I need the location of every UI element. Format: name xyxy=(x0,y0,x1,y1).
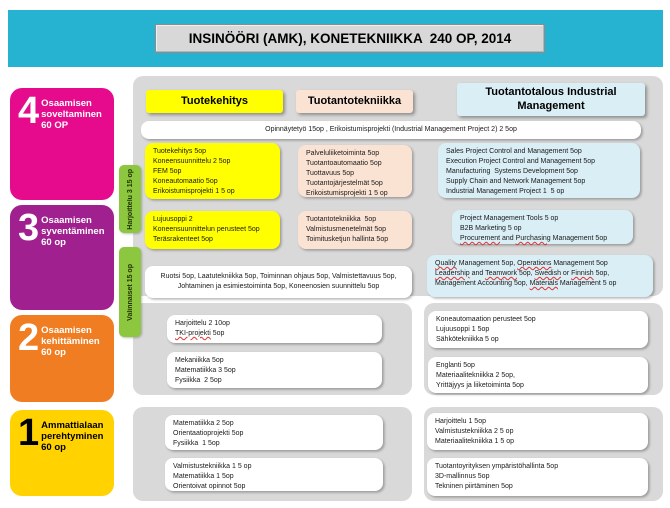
course-item: Tuotantoautomaatio 5op xyxy=(306,159,382,167)
course-item: Orientoivat opinnot 5op xyxy=(173,482,246,490)
course-item: Leadership and Teamwork 5op, Swedish or Finnish 5op, xyxy=(435,269,610,277)
course-item: Valmistustekniikka 2 5 op xyxy=(435,427,514,435)
course-item: Erikoistumisprojekti 1 5 op xyxy=(306,189,388,197)
course-box-l2-right-1 xyxy=(428,311,648,348)
course-box-l3-tuotantotalous xyxy=(452,210,633,244)
course-item: Orientaatioprojekti 5op xyxy=(173,429,244,437)
course-item: Yrittäjyys ja liiketoiminta 5op xyxy=(436,381,524,389)
course-item: Matematiikka 2 5op xyxy=(173,420,234,427)
course-item: Supply Chain and Network Management 5op xyxy=(446,177,586,185)
course-box-l3-tuotekehitys xyxy=(145,211,280,249)
side-tab-harjoittelu xyxy=(119,165,141,233)
course-item: Matematiikka 1 5op xyxy=(173,472,234,480)
course-box-l1-left-1 xyxy=(165,415,383,450)
course-item: Mekaniikka 5op xyxy=(175,357,224,364)
course-box-valinnaiset-left: Ruotsi 5op, Laatutekniikka 5op, Toiminnan ohjaus 5op, Valmistettavuus 5op, Johtaminen ja esimiestoiminta 5op, Koneenosien suunnittelu 5op xyxy=(145,266,412,298)
course-item: Quality Management 5op, Operations Management 5op xyxy=(435,260,608,267)
course-item: Koneautomaation perusteet 5op xyxy=(436,316,536,323)
side-tab-valinnaiset xyxy=(119,247,141,337)
level-number: 1 xyxy=(18,412,38,454)
course-item: Lujuusoppi 1 5op xyxy=(436,325,490,333)
course-item: Palveluliiketoiminta 5op xyxy=(306,150,380,157)
course-item: FEM 5op xyxy=(153,167,182,175)
level-card-2 xyxy=(10,315,114,402)
course-box-l1-left-2 xyxy=(165,458,383,491)
course-item: Tekninen piirtäminen 5op xyxy=(435,482,513,490)
course-item: Management Accounting 5op, Materials Management 5 op xyxy=(435,279,617,287)
level-label: Ammattialaan perehtyminen 60 op xyxy=(41,420,104,454)
course-item: Koneautomaatio 5op xyxy=(153,177,218,185)
course-item: Lujuusoppi 2 xyxy=(153,216,193,223)
course-item: Execution Project Control and Management 5op xyxy=(446,157,596,165)
course-item: Tuotantotekniikka 5op xyxy=(306,216,377,223)
level-label: Osaamisen kehittäminen 60 op xyxy=(41,325,100,359)
level-number: 4 xyxy=(18,90,38,132)
course-item: Tuotekehitys 5op xyxy=(153,148,207,155)
course-box-l4-tuotantotekniikka xyxy=(298,145,412,197)
course-item: Toimitusketjun hallinta 5op xyxy=(306,235,389,243)
course-item: Procurement and Purchasing Management 5op xyxy=(460,234,608,242)
course-item: Fysiikka 1 5op xyxy=(173,439,220,447)
course-item: Matematiikka 3 5op xyxy=(175,366,236,374)
column-header-tuotantotekniikka: Tuotantotekniikka xyxy=(296,90,413,113)
course-box-l4-tuotekehitys xyxy=(145,143,280,199)
course-item: Englanti 5op xyxy=(436,362,475,369)
side-tab-label: Valinnaiset 15 op xyxy=(126,263,134,321)
level-card-4 xyxy=(10,88,114,200)
course-item: TKI-projekti 5op xyxy=(175,329,225,337)
course-item: Tuottavuus 5op xyxy=(306,169,354,177)
level-number: 2 xyxy=(18,317,38,359)
course-item: Tuotantoyrityksen ympäristöhallinta 5op xyxy=(435,463,559,470)
course-item: Valmistustekniikka 1 5 op xyxy=(173,463,252,470)
course-item: Teräsrakenteet 5op xyxy=(153,235,213,243)
level-label: Osaamisen soveltaminen 60 OP xyxy=(41,98,102,132)
column-header-tuotantotalous: Tuotantotalous Industrial Management xyxy=(457,83,645,116)
level-number: 3 xyxy=(18,207,38,249)
course-item: Manufacturing Systems Development 5op xyxy=(446,167,578,175)
course-item: Koneensuunnittelu 2 5op xyxy=(153,157,231,165)
level-card-3 xyxy=(10,205,114,310)
course-item: 3D-mallinnus 5op xyxy=(435,472,490,480)
side-tab-label: Harjoittelu 3 15 op xyxy=(126,168,134,230)
course-box-l2-left-2 xyxy=(167,352,382,388)
level-label: Osaamisen syventäminen 60 op xyxy=(41,215,105,249)
course-box-l1-right-1 xyxy=(427,413,648,450)
course-box-l2-left-1 xyxy=(167,315,382,343)
course-box-l1-right-2 xyxy=(427,458,648,496)
course-item: Project Management Tools 5 op xyxy=(460,215,559,222)
page-title: INSINÖÖRI (AMK), KONETEKNIIKKA 240 OP, 2014 xyxy=(155,24,545,53)
course-item: Sales Project Control and Management 5op xyxy=(446,148,582,155)
course-box-valinnaiset-right xyxy=(427,255,653,297)
thesis-bar: Opinnäytetyö 15op , Erikoistumisprojekti (Industrial Management Project 2) 2 5op xyxy=(141,121,641,139)
course-item: Tuotantojärjestelmät 5op xyxy=(306,179,383,187)
course-item: Harjoittelu 2 10op xyxy=(175,320,230,327)
level-card-1 xyxy=(10,410,114,496)
course-item: Koneensuunnittelun perusteet 5op xyxy=(153,225,260,233)
course-box-l4-tuotantotalous xyxy=(438,143,640,198)
course-item: Sähkötekniikka 5 op xyxy=(436,335,499,343)
course-box-l2-right-2 xyxy=(428,357,648,393)
course-item: Valmistusmenetelmät 5op xyxy=(306,225,387,233)
course-item: Materiaalitekniikka 1 5 op xyxy=(435,437,514,445)
column-header-tuotekehitys: Tuotekehitys xyxy=(146,90,283,113)
course-item: Fysiikka 2 5op xyxy=(175,376,222,384)
course-item: Materiaalitekniikka 2 5op, xyxy=(436,371,515,379)
course-item: Industrial Management Project 1 5 op xyxy=(446,187,565,195)
course-item: B2B Marketing 5 op xyxy=(460,224,522,232)
course-box-l3-tuotantotekniikka xyxy=(298,211,412,249)
course-item: Erikoistumisprojekti 1 5 op xyxy=(153,187,235,195)
course-item: Harjoittelu 1 5op xyxy=(435,418,486,425)
